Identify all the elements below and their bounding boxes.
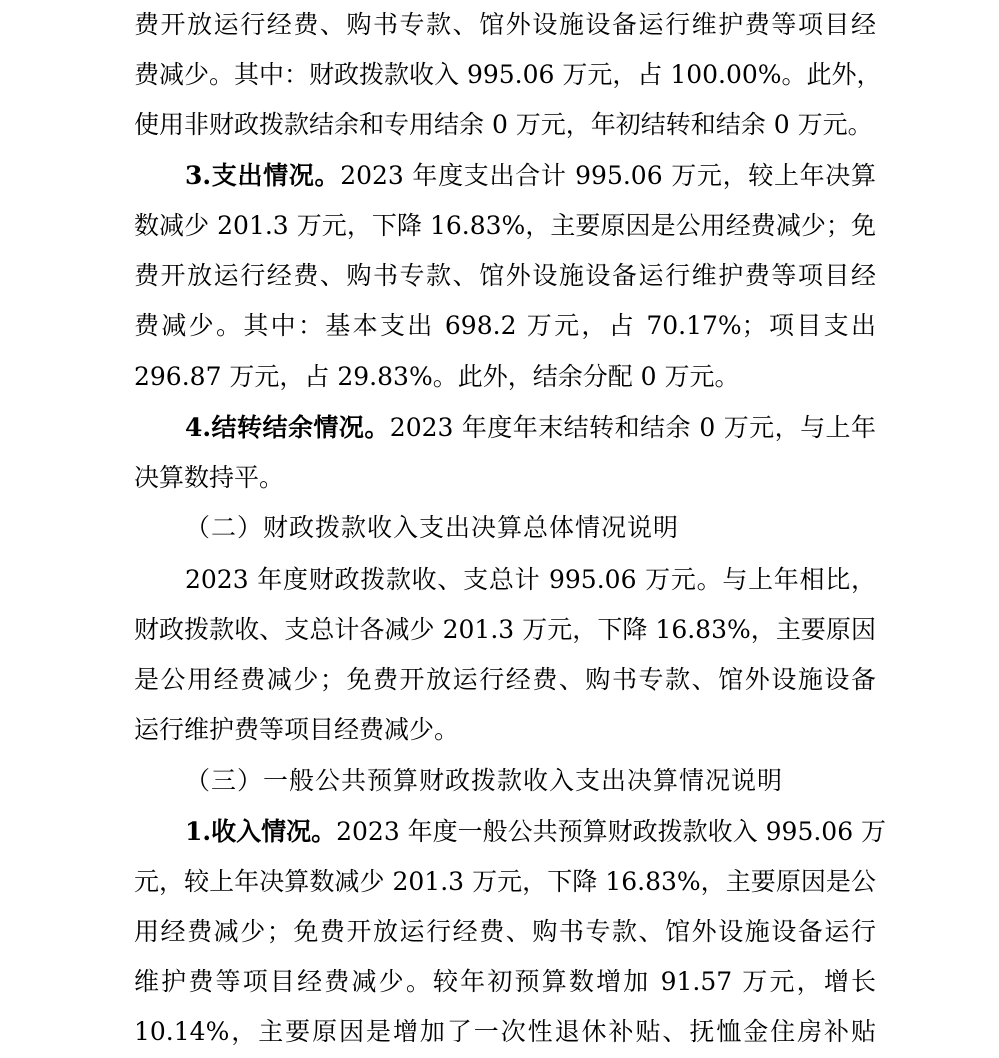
section-heading — [185, 756, 783, 806]
line-text: 用经费减少；免费开放运行经费、购书专款、馆外设施设备运行 — [134, 917, 876, 946]
line-text: 2023 年度支出合计 995.06 万元，较上年决算 — [340, 161, 876, 190]
paragraph-line — [134, 957, 876, 1007]
paragraph-line — [134, 857, 876, 907]
line-text: 元，较上年决算数减少 201.3 万元，下降 16.83%，主要原因是公 — [134, 867, 876, 896]
paragraph-line — [185, 403, 876, 453]
heading-text: （三）一般公共预算财政拨款收入支出决算情况说明 — [185, 766, 784, 795]
paragraph-line — [134, 655, 876, 705]
line-text: 维护费等项目经费减少。较年初预算数增加 91.57 万元，增长 — [134, 967, 876, 996]
paragraph-line — [134, 453, 876, 503]
line-text: 费减少。其中：基本支出 698.2 万元，占 70.17%；项目支出 — [134, 311, 876, 340]
paragraph-line — [134, 100, 876, 150]
paragraph-line — [134, 1007, 876, 1057]
line-text: 2023 年度年末结转和结余 0 万元，与上年 — [389, 413, 876, 442]
line-text: 运行维护费等项目经费减少。 — [134, 715, 460, 744]
line-text: 决算数持平。 — [134, 463, 285, 492]
paragraph-line — [134, 705, 876, 755]
paragraph-line — [134, 907, 876, 957]
line-text: 费开放运行经费、购书专款、馆外设施设备运行维护费等项目经 — [134, 10, 876, 39]
paragraph-line — [134, 352, 876, 402]
paragraph-line — [185, 555, 876, 605]
paragraph-line — [134, 605, 876, 655]
paragraph-line — [134, 50, 882, 100]
line-text: 296.87 万元，占 29.83%。此外，结余分配 0 万元。 — [134, 362, 740, 391]
subsection-lead: 4.结转结余情况。 — [185, 413, 390, 442]
line-text: 费开放运行经费、购书专款、馆外设施设备运行维护费等项目经 — [134, 261, 876, 290]
line-text: 数减少 201.3 万元，下降 16.83%，主要原因是公用经费减少；免 — [134, 211, 876, 240]
line-text: 2023 年度一般公共预算财政拨款收入 995.06 万 — [336, 817, 887, 846]
subsection-lead: 3.支出情况。 — [185, 161, 341, 190]
line-text: 2023 年度财政拨款收、支总计 995.06 万元。与上年相比， — [185, 565, 876, 594]
line-text: 是公用经费减少；免费开放运行经费、购书专款、馆外设施设备 — [134, 665, 876, 694]
line-text: 10.14%，主要原因是增加了一次性退休补贴、抚恤金住房补贴 — [134, 1017, 876, 1046]
paragraph-line — [134, 201, 876, 251]
line-text: 费减少。其中：财政拨款收入 995.06 万元，占 100.00%。此外， — [134, 60, 882, 89]
paragraph-line — [134, 301, 876, 351]
heading-text: （二）财政拨款收入支出决算总体情况说明 — [185, 513, 680, 542]
line-text: 财政拨款收、支总计各减少 201.3 万元，下降 16.83%，主要原因 — [134, 615, 876, 644]
paragraph-line — [134, 251, 876, 301]
paragraph-line — [134, 0, 876, 50]
subsection-lead: 1.收入情况。 — [185, 817, 337, 846]
paragraph-line — [185, 807, 887, 857]
line-text: 使用非财政拨款结余和专用结余 0 万元，年初结转和结余 0 万元。 — [134, 110, 873, 139]
paragraph-line — [185, 151, 876, 201]
section-heading — [185, 503, 679, 553]
